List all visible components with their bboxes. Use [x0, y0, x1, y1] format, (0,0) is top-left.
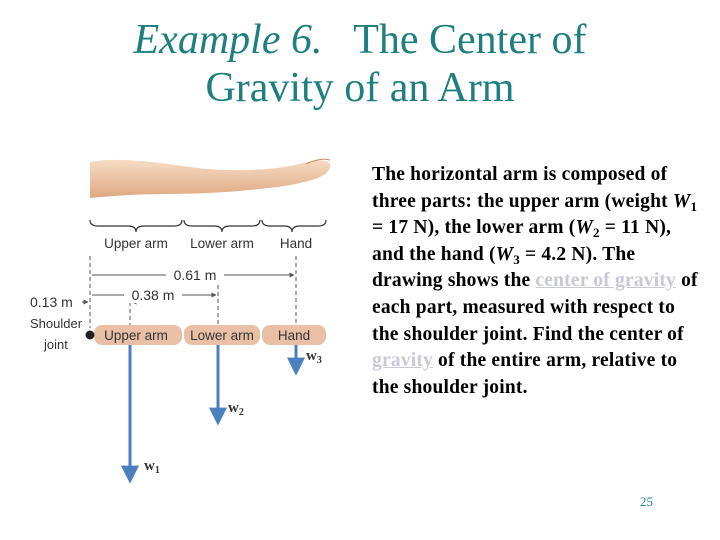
dim-label-lower: 0.38 m — [131, 287, 175, 303]
slide-title — [0, 16, 720, 112]
segment-braces — [90, 220, 326, 232]
weight-subscript-2: 2 — [593, 225, 600, 241]
title-text-line1: The Center of — [353, 17, 587, 63]
weight-label-1: $w_1$ — [144, 458, 160, 476]
page-number: 25 — [640, 494, 653, 509]
bar-label-hand: Hand — [277, 328, 311, 343]
weight-symbol-1: W — [672, 190, 691, 212]
body-text-1: The horizontal arm is composed of three parts: the upper arm (weight — [372, 164, 673, 212]
joint-label-line1: Shoulder — [30, 316, 83, 331]
title-line-2: Gravity of an Arm — [205, 65, 515, 111]
arm-diagram-svg — [28, 150, 338, 495]
gravity-link[interactable]: gravity — [372, 350, 433, 372]
arm-diagram — [28, 150, 338, 495]
weight-label-2: $w_2$ — [228, 400, 244, 418]
segment-label-lower: Lower arm — [190, 236, 254, 251]
dim-label-hand: 0.61 m — [173, 267, 217, 283]
title-line-1 — [0, 16, 720, 64]
weight-label-3: $w_3$ — [306, 348, 322, 366]
arm-illustration — [90, 159, 330, 198]
body-text-2: = 17 N), the lower arm ( — [372, 217, 576, 239]
weight-subscript-3: 3 — [513, 251, 520, 267]
segment-label-hand: Hand — [279, 236, 313, 251]
body-text-6: of the entire arm, relative to the shoulder joint. — [372, 350, 678, 398]
dim-label-upper: 0.13 m — [30, 294, 73, 310]
title-example-label: Example 6. — [133, 17, 323, 63]
joint-label-line2: joint — [44, 337, 68, 352]
weight-symbol-2: W — [575, 217, 594, 239]
body-text-4: = 4.2 N). The drawing shows the — [372, 243, 636, 292]
weight-vectors — [130, 345, 296, 480]
weight-subscript-1: 1 — [690, 198, 698, 214]
body-text-5: of each part, measured with respect to the shoulder joint. Find the center of — [372, 270, 698, 345]
shoulder-joint-dot — [86, 331, 95, 340]
segment-label-upper: Upper arm — [104, 236, 168, 251]
bar-label-upper: Upper arm — [104, 328, 168, 343]
weight-symbol-3: W — [495, 243, 514, 265]
bar-label-lower: Lower arm — [190, 328, 254, 343]
center-of-gravity-link[interactable]: center of gravity — [535, 270, 676, 292]
problem-statement — [372, 162, 702, 401]
body-text-3: = 11 N), and the hand ( — [372, 217, 672, 265]
